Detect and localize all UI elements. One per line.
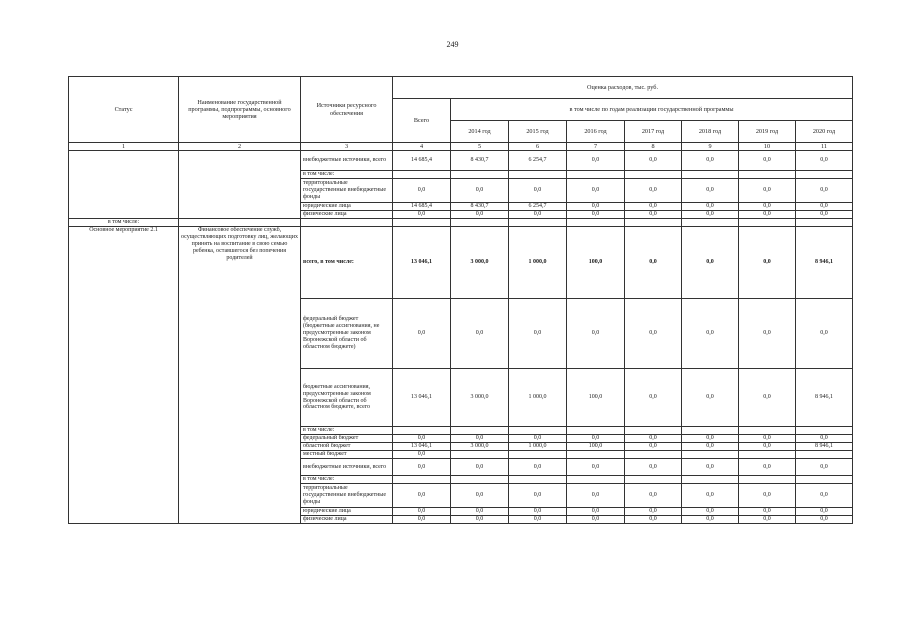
value-cell — [739, 427, 796, 435]
value-cell: 8 946,1 — [796, 369, 853, 427]
value-cell: 8 946,1 — [796, 227, 853, 299]
source-label: областной бюджет — [301, 443, 393, 451]
value-cell: 0,0 — [739, 203, 796, 211]
value-cell: 3 000,0 — [451, 369, 509, 427]
value-cell: 0,0 — [796, 508, 853, 516]
value-cell: 0,0 — [682, 203, 739, 211]
header-year: 2015 год — [509, 121, 567, 143]
value-cell: 0,0 — [567, 508, 625, 516]
value-cell: 0,0 — [796, 151, 853, 171]
value-cell: 0,0 — [682, 299, 739, 369]
empty-cell — [796, 219, 853, 227]
value-cell: 0,0 — [739, 227, 796, 299]
empty-cell — [682, 219, 739, 227]
in-that-number-label: в том числе: — [69, 219, 179, 227]
column-number: 5 — [451, 143, 509, 151]
column-number: 6 — [509, 143, 567, 151]
value-cell — [625, 427, 682, 435]
value-cell — [509, 171, 567, 179]
value-cell — [796, 451, 853, 459]
value-cell: 0,0 — [451, 459, 509, 476]
value-cell: 0,0 — [393, 508, 451, 516]
value-cell — [567, 171, 625, 179]
header-year: 2019 год — [739, 121, 796, 143]
value-cell: 0,0 — [682, 484, 739, 508]
value-cell: 0,0 — [625, 299, 682, 369]
value-cell: 0,0 — [625, 484, 682, 508]
value-cell — [682, 427, 739, 435]
value-cell: 6 254,7 — [509, 203, 567, 211]
value-cell: 0,0 — [796, 211, 853, 219]
value-cell: 0,0 — [625, 211, 682, 219]
value-cell: 0,0 — [739, 211, 796, 219]
source-label: физические лица — [301, 516, 393, 524]
value-cell — [451, 427, 509, 435]
header-status: Статус — [69, 77, 179, 143]
value-cell — [451, 451, 509, 459]
value-cell — [739, 476, 796, 484]
value-cell: 0,0 — [451, 179, 509, 203]
empty-cell — [625, 219, 682, 227]
value-cell: 0,0 — [567, 299, 625, 369]
column-number: 9 — [682, 143, 739, 151]
value-cell: 0,0 — [625, 435, 682, 443]
measure-name: Финансовое обеспечение служб, осуществляющих подготовку лиц, желающих принять на воспитание в свою семью ребенка, оставшегося без попечения родителей — [179, 227, 301, 524]
value-cell: 0,0 — [393, 435, 451, 443]
value-cell — [509, 476, 567, 484]
value-cell: 0,0 — [739, 443, 796, 451]
value-cell: 0,0 — [682, 227, 739, 299]
header-year: 2016 год — [567, 121, 625, 143]
value-cell: 0,0 — [625, 203, 682, 211]
value-cell: 13 046,1 — [393, 369, 451, 427]
value-cell: 0,0 — [796, 435, 853, 443]
value-cell: 100,0 — [567, 443, 625, 451]
header-name: Наименование государственной программы, подпрограммы, основного мероприятия — [179, 77, 301, 143]
value-cell: 14 685,4 — [393, 151, 451, 171]
value-cell: 6 254,7 — [509, 151, 567, 171]
value-cell: 0,0 — [682, 508, 739, 516]
value-cell — [739, 171, 796, 179]
header-by-years: в том числе по годам реализации государственной программы — [451, 99, 853, 121]
table-row — [69, 151, 853, 171]
value-cell — [451, 171, 509, 179]
value-cell — [796, 427, 853, 435]
value-cell — [682, 451, 739, 459]
value-cell — [509, 427, 567, 435]
value-cell: 0,0 — [509, 179, 567, 203]
value-cell: 0,0 — [509, 435, 567, 443]
value-cell: 0,0 — [567, 516, 625, 524]
source-label: юридические лица — [301, 508, 393, 516]
value-cell: 0,0 — [509, 459, 567, 476]
empty-cell — [393, 219, 451, 227]
source-label: юридические лица — [301, 203, 393, 211]
source-label: в том числе: — [301, 427, 393, 435]
header-estimate: Оценка расходов, тыс. руб. — [393, 77, 853, 99]
value-cell — [393, 476, 451, 484]
value-cell: 0,0 — [509, 211, 567, 219]
value-cell — [451, 476, 509, 484]
empty-cell — [509, 219, 567, 227]
value-cell: 0,0 — [393, 459, 451, 476]
header-source: Источники ресурсного обеспечения — [301, 77, 393, 143]
value-cell — [393, 171, 451, 179]
header-year: 2014 год — [451, 121, 509, 143]
value-cell: 0,0 — [739, 516, 796, 524]
value-cell: 0,0 — [625, 459, 682, 476]
value-cell: 0,0 — [567, 459, 625, 476]
value-cell: 0,0 — [739, 369, 796, 427]
value-cell: 0,0 — [739, 151, 796, 171]
empty-cell — [179, 219, 301, 227]
value-cell: 0,0 — [567, 484, 625, 508]
value-cell: 1 000,0 — [509, 227, 567, 299]
value-cell: 14 685,4 — [393, 203, 451, 211]
value-cell: 0,0 — [509, 516, 567, 524]
value-cell: 0,0 — [682, 443, 739, 451]
value-cell: 3 000,0 — [451, 227, 509, 299]
value-cell: 0,0 — [451, 435, 509, 443]
table-row — [69, 219, 853, 227]
value-cell — [625, 451, 682, 459]
value-cell: 0,0 — [625, 151, 682, 171]
value-cell: 0,0 — [451, 211, 509, 219]
value-cell: 0,0 — [567, 435, 625, 443]
value-cell: 0,0 — [509, 484, 567, 508]
source-label: в том числе: — [301, 171, 393, 179]
value-cell: 0,0 — [393, 211, 451, 219]
value-cell — [796, 476, 853, 484]
value-cell: 0,0 — [625, 227, 682, 299]
value-cell: 0,0 — [682, 459, 739, 476]
value-cell: 0,0 — [625, 179, 682, 203]
value-cell: 0,0 — [739, 484, 796, 508]
value-cell: 0,0 — [393, 179, 451, 203]
value-cell: 0,0 — [682, 369, 739, 427]
value-cell: 0,0 — [682, 211, 739, 219]
value-cell: 0,0 — [625, 516, 682, 524]
value-cell: 3 000,0 — [451, 443, 509, 451]
source-label: федеральный бюджет (бюджетные ассигнования, не предусмотренные законом Воронежской области об областном бюджете) — [301, 299, 393, 369]
header-total: Всего — [393, 99, 451, 143]
column-number: 11 — [796, 143, 853, 151]
source-label: территориальные государственные внебюджетные фонды — [301, 179, 393, 203]
value-cell: 0,0 — [451, 484, 509, 508]
expenses-table — [68, 76, 853, 524]
table-row — [69, 227, 853, 299]
value-cell: 1 000,0 — [509, 443, 567, 451]
empty-cell — [451, 219, 509, 227]
value-cell — [739, 451, 796, 459]
value-cell: 0,0 — [393, 451, 451, 459]
value-cell: 0,0 — [509, 299, 567, 369]
value-cell — [567, 451, 625, 459]
status-cell-empty — [69, 151, 179, 219]
value-cell: 0,0 — [393, 516, 451, 524]
page-number: 249 — [446, 40, 459, 49]
source-label: федеральный бюджет — [301, 435, 393, 443]
value-cell: 0,0 — [567, 203, 625, 211]
value-cell: 100,0 — [567, 227, 625, 299]
value-cell: 8 430,7 — [451, 151, 509, 171]
empty-cell — [301, 219, 393, 227]
source-label: территориальные государственные внебюджетные фонды — [301, 484, 393, 508]
source-label: всего, в том числе: — [301, 227, 393, 299]
column-number: 3 — [301, 143, 393, 151]
source-label: в том числе: — [301, 476, 393, 484]
value-cell: 8 946,1 — [796, 443, 853, 451]
empty-cell — [567, 219, 625, 227]
value-cell: 0,0 — [796, 484, 853, 508]
value-cell: 0,0 — [796, 459, 853, 476]
value-cell: 0,0 — [682, 179, 739, 203]
value-cell — [567, 427, 625, 435]
value-cell: 0,0 — [739, 508, 796, 516]
source-label: физические лица — [301, 211, 393, 219]
value-cell — [796, 171, 853, 179]
source-label: внебюджетные источники, всего — [301, 459, 393, 476]
column-number: 2 — [179, 143, 301, 151]
value-cell: 0,0 — [393, 484, 451, 508]
column-number: 4 — [393, 143, 451, 151]
value-cell: 0,0 — [739, 435, 796, 443]
value-cell: 0,0 — [509, 508, 567, 516]
value-cell — [682, 171, 739, 179]
value-cell: 0,0 — [625, 369, 682, 427]
header-year: 2018 год — [682, 121, 739, 143]
value-cell: 0,0 — [796, 203, 853, 211]
measure-status: Основное мероприятие 2.1 — [69, 227, 179, 524]
value-cell: 0,0 — [625, 443, 682, 451]
source-label: внебюджетные источники, всего — [301, 151, 393, 171]
value-cell: 0,0 — [682, 435, 739, 443]
value-cell: 0,0 — [739, 179, 796, 203]
source-label: местный бюджет — [301, 451, 393, 459]
value-cell: 0,0 — [567, 179, 625, 203]
value-cell: 0,0 — [567, 151, 625, 171]
column-number: 10 — [739, 143, 796, 151]
header-year: 2020 год — [796, 121, 853, 143]
value-cell: 0,0 — [567, 211, 625, 219]
value-cell — [682, 476, 739, 484]
value-cell: 0,0 — [796, 179, 853, 203]
column-number: 8 — [625, 143, 682, 151]
value-cell: 0,0 — [451, 516, 509, 524]
column-number: 1 — [69, 143, 179, 151]
value-cell: 0,0 — [625, 508, 682, 516]
value-cell — [393, 427, 451, 435]
value-cell: 0,0 — [682, 516, 739, 524]
value-cell — [509, 451, 567, 459]
value-cell: 0,0 — [393, 299, 451, 369]
value-cell — [625, 476, 682, 484]
value-cell: 0,0 — [739, 459, 796, 476]
source-label: бюджетные ассигнования, предусмотренные законом Воронежской области об областном бюджете, всего — [301, 369, 393, 427]
value-cell: 0,0 — [451, 508, 509, 516]
value-cell: 13 046,1 — [393, 443, 451, 451]
empty-cell — [739, 219, 796, 227]
column-number: 7 — [567, 143, 625, 151]
header-year: 2017 год — [625, 121, 682, 143]
value-cell: 0,0 — [739, 299, 796, 369]
value-cell: 8 430,7 — [451, 203, 509, 211]
name-cell-empty — [179, 151, 301, 219]
value-cell: 0,0 — [796, 516, 853, 524]
value-cell: 0,0 — [682, 151, 739, 171]
value-cell: 0,0 — [796, 299, 853, 369]
value-cell: 0,0 — [451, 299, 509, 369]
value-cell: 100,0 — [567, 369, 625, 427]
value-cell: 13 046,1 — [393, 227, 451, 299]
value-cell — [625, 171, 682, 179]
value-cell: 1 000,0 — [509, 369, 567, 427]
value-cell — [567, 476, 625, 484]
